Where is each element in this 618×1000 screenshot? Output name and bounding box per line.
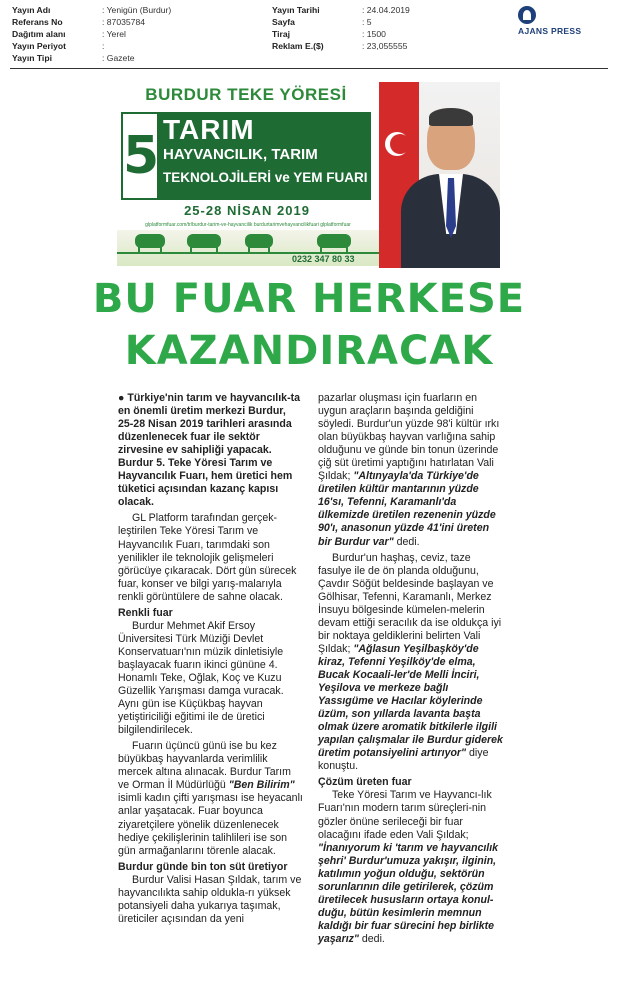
meta-value: : 5 xyxy=(362,17,372,27)
meta-left xyxy=(12,4,171,64)
banner-web: glplatformfuar.com/tr/burdur-tarim-ve-hayvancilik burdurtarimvehayvancilikfuari glplatformfuar xyxy=(145,222,351,228)
article-column-right xyxy=(318,392,504,949)
meta-value: : 23,055555 xyxy=(362,41,408,51)
text-run: Fuarın üçüncü günü ise bu kez büyükbaş hayvanlarda verimlilik mercek altına alınacak. Burdur Tarım ve Orman İl Müdürlüğü xyxy=(118,740,291,792)
meta-value: : 24.04.2019 xyxy=(362,5,410,15)
text-run: diye konuştu. xyxy=(318,747,489,773)
meta-row xyxy=(272,16,410,28)
fair-banner xyxy=(117,82,500,268)
article-lead: ● Türkiye'nin tarım ve hayvancılık-ta en önemli üretim merkezi Burdur, 25-28 Nisan 2019 tarihleri arasında düzenlenecek fuar ile sektör zirvesine ev sahipliği yapacak. Burdur 5. Teke Yöresi Tarım ve Hayvancılık Fuarı, hem üretici hem tüketici açısından kazanç kapısı olacak. xyxy=(118,392,301,509)
sheep-icon xyxy=(245,234,273,248)
article-paragraph xyxy=(318,552,504,774)
article-column-left xyxy=(118,392,304,929)
meta-label: Yayın Tipi xyxy=(12,53,52,63)
banner-line-1: TARIM xyxy=(163,114,255,145)
article-paragraph: GL Platform tarafından gerçek-leştirilen Teke Yöresi Tarım ve Hayvancılık Fuarı, tarımdaki son yenilikler ile teknolojik gelişmeleri görücüye çıkaracak. Dört gün sürecek fuar, konser ve bilgi yarış-malarıyla renkli görüntülere de sahne olacak. xyxy=(118,512,297,603)
article-paragraph: Burdur Valisi Hasan Şıldak, tarım ve hayvancılıkta sahip oldukla-rı yüksek potansiyeli daha yukarıya taşımak, üreticiler açısından da yeni xyxy=(118,873,302,925)
logo-text: AJANS PRESS xyxy=(518,26,582,36)
meta-row xyxy=(272,40,410,52)
quote: "Altınyayla'da Türkiye'de üretilen kültür mantarının yüzde 16'sı, Tefenni, Karamanlı'da ülkemizde üretilen rezenenin yüzde 90'ı, anasonun yüzde 41'ini üreten bir Burdur var" xyxy=(318,470,496,548)
governor-photo xyxy=(379,82,500,268)
meta-row xyxy=(12,4,171,16)
article-paragraph xyxy=(318,392,504,549)
cow-icon xyxy=(317,234,351,248)
meta-label: Tiraj xyxy=(272,29,290,39)
banner-number: 5. xyxy=(123,114,157,198)
banner-dates: 25-28 NİSAN 2019 xyxy=(184,203,310,218)
banner-line-3: TEKNOLOJİLERİ ve YEM FUARI xyxy=(163,170,368,185)
meta-label: Referans No xyxy=(12,17,63,27)
meta-value: : Yenigün (Burdur) xyxy=(102,5,172,15)
meta-right xyxy=(272,4,410,52)
subheading: Burdur günde bin ton süt üretiyor xyxy=(118,860,288,873)
quote: "İnanıyorum ki 'tarım ve hayvancılık şehri' Burdur'umuza yakışır, ilginin, katılımın yoğun olduğu, sektörün sorunlarının dile getirilerek, çözüm üretilecek hususların ortaya konul-duğu, bütün kesimlerin memnun kaldığı bir fuar sürecini hep birlikte yaşarız" xyxy=(318,841,499,945)
cow-icon xyxy=(135,234,165,248)
meta-row xyxy=(272,28,410,40)
quote: "Ağlasun Yeşilbaşköy'de kiraz, Tefenni Yeşilköy'de elma, Bucak Kocaali-ler'de Melli İnciri, Yeşilova ve merkeze bağlı Yassıgüme ve Hacılar köylerinde üzüm, son yıllarda lavanta başta olmak üzere aromatik bitkilerle ilgili yapılan çalışmalar ile Burdur giderek üretim potansiyelini artırıyor" xyxy=(318,642,503,760)
headline-line-1: BU FUAR HERKESE xyxy=(92,276,526,322)
banner-line-2: HAYVANCILIK, TARIM xyxy=(163,146,318,163)
article-paragraph xyxy=(318,789,504,946)
meta-value: : 1500 xyxy=(362,29,386,39)
meta-row xyxy=(272,4,410,16)
meta-label: Sayfa xyxy=(272,17,295,27)
cow-icon xyxy=(187,234,221,248)
banner-title-box xyxy=(121,112,371,200)
meta-value: : Gazete xyxy=(102,53,135,63)
text-run: pazarlar oluşması için fuarların en uygun araçların başında geldiğini söyledi. Burdur'un yüzde 98'i kültür ırkı olan büyükbaş hayvan varlığına sahip olduğunu ve günde bin tonun üzerinde çiğ süt üretimi yaptığını hatırlatan Vali Şıldak; xyxy=(318,392,500,483)
logo-icon xyxy=(518,6,536,24)
text-run: isimli kadın çifti yarışması ise heyacanlı anlar yaşatacak. Fuar boyunca ziyaretçilere yönelik düzenlenecek hediye çekilişlerinin talihlileri ise son gün armağanlarını törenle alacak. xyxy=(118,792,303,857)
article-paragraph: Burdur Mehmet Akif Ersoy Üniversitesi Türk Müziği Devlet Konservatuarı'nın müzik dinletisiyle başlayacak fuarın ikinci gününe 4. Honamlı Teke, Oğlak, Koç ve Kuzu Güzellik Yarışması damga vuracak. Aynı gün ise Küçükbaş hayvan yetiştiriciliği eğitimi ile de üretici bilgilendirilecek. xyxy=(118,619,284,737)
subheading: Renkli fuar xyxy=(118,606,173,619)
meta-label: Reklam E.($) xyxy=(272,41,324,51)
text-run: dedi. xyxy=(358,932,385,945)
meta-row xyxy=(12,16,171,28)
text-run: dedi. xyxy=(393,535,420,548)
meta-label: Yayın Periyot xyxy=(12,41,66,51)
banner-top-title: BURDUR TEKE YÖRESİ xyxy=(145,85,347,104)
text-run: Burdur'un haşhaş, ceviz, taze fasulye ile de ön planda olduğunu, Çavdır Söğüt beldesinde başlayan ve Gölhisar, Tefenni, Karamanlı, Merkez İnsuyu bölgesinde kümelen-melerin devam ettiği seracılık da ise oldukça iyi bir noktaya geldiklerini belirten Vali Şıldak; xyxy=(318,551,502,655)
quote: "Ben Bilirim" xyxy=(228,779,295,792)
header-divider xyxy=(10,68,608,69)
meta-row xyxy=(12,28,171,40)
meta-value: : xyxy=(102,41,105,51)
article-paragraph xyxy=(118,740,304,857)
hair-shape xyxy=(429,108,473,126)
meta-label: Yayın Tarihi xyxy=(272,5,320,15)
text-run: Teke Yöresi Tarım ve Hayvancı-lık Fuarı'nın modern tarım süreçleri-nin gözler önüne serileceği bir fuar olacağını ifade eden Vali Şıldak; xyxy=(318,789,492,841)
meta-row xyxy=(12,52,171,64)
meta-label: Dağıtım alanı xyxy=(12,29,66,39)
meta-label: Yayın Adı xyxy=(12,5,51,15)
meta-value: : Yerel xyxy=(102,29,126,39)
headline-line-2: KAZANDIRACAK xyxy=(124,328,494,374)
banner-phone: 0232 347 80 33 xyxy=(292,254,355,264)
meta-row xyxy=(12,40,171,52)
meta-value: : 87035784 xyxy=(102,17,146,27)
subheading: Çözüm üreten fuar xyxy=(318,776,412,789)
